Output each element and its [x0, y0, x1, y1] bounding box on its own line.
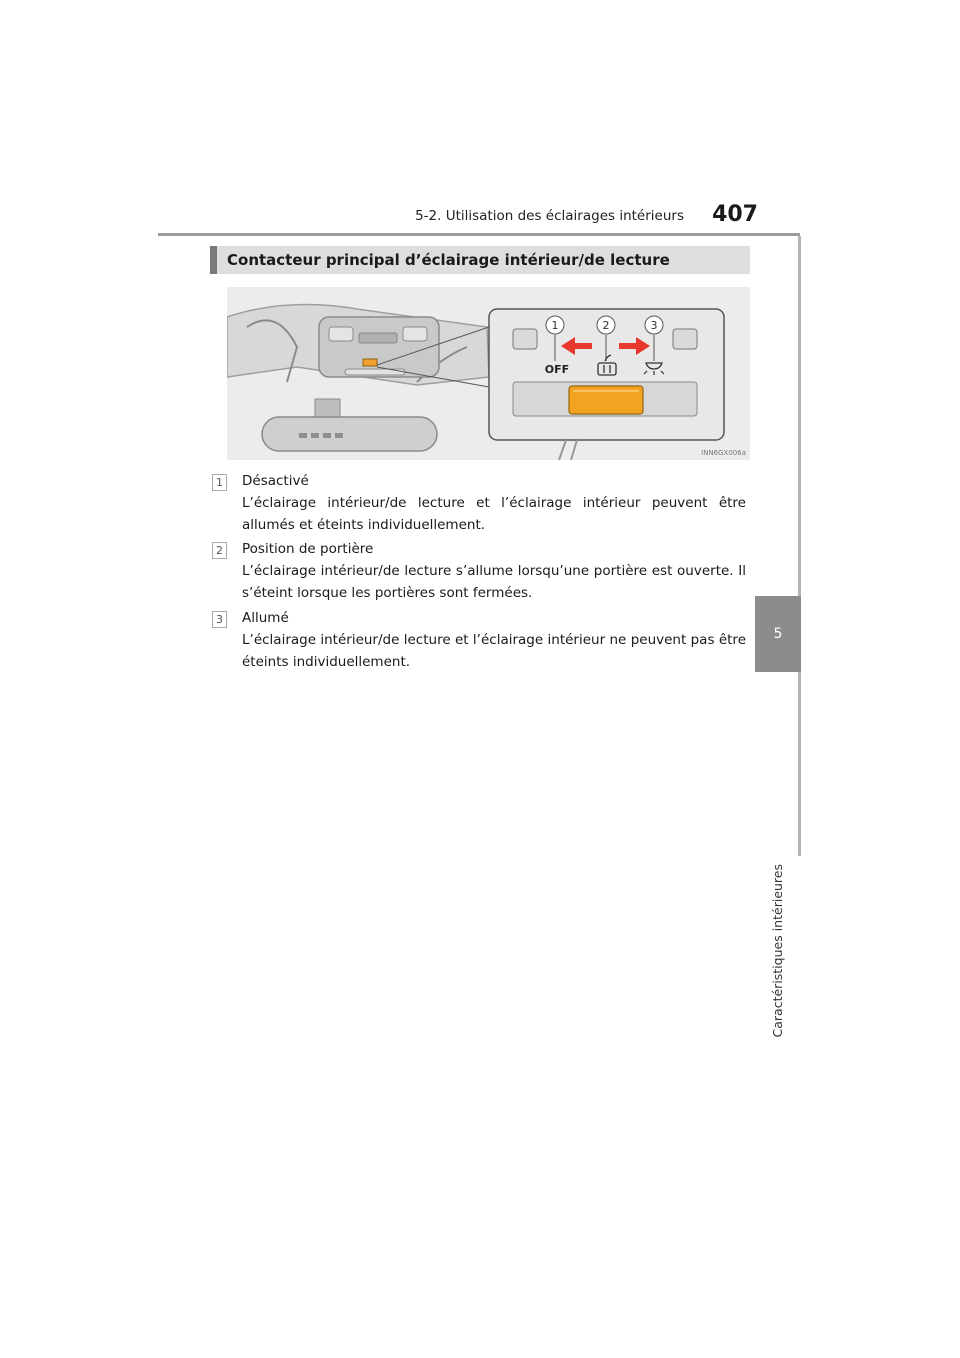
chapter-number: 5 — [773, 626, 783, 642]
item-description: L’éclairage intérieur/de lecture et l’éclairage intérieur peuvent être allumés et éteints individuellement. — [242, 495, 746, 533]
item-number: 2 — [212, 542, 227, 559]
item-number: 3 — [212, 611, 227, 628]
chapter-tab — [755, 596, 801, 672]
figure-code: INN6GX006a — [701, 449, 746, 457]
console-drawing — [227, 287, 750, 460]
side-rule — [798, 236, 801, 856]
overhead-console — [319, 317, 439, 377]
item-title: Position de portière — [242, 541, 374, 557]
item-number: 1 — [212, 474, 227, 491]
callout-number-1: 1 — [551, 319, 559, 332]
section-title: 5-2. Utilisation des éclairages intérieurs — [415, 208, 684, 224]
zoom-button-left — [513, 329, 537, 349]
item-description: L’éclairage intérieur/de lecture s’allume lorsqu’une portière est ouverte. Il s’éteint lorsque les portières sont fermées. — [242, 563, 746, 601]
pillar-line-2 — [571, 440, 577, 460]
switch-illustration — [227, 287, 750, 460]
page-number: 407 — [712, 202, 758, 227]
callout-number-2: 2 — [602, 319, 610, 332]
rearview-mirror — [262, 417, 437, 451]
section-heading-text: Contacteur principal d’éclairage intérieur/de lecture — [227, 251, 670, 269]
chapter-title: Caractéristiques intérieures — [770, 864, 785, 1038]
item-title: Allumé — [242, 610, 289, 626]
console-button-right — [403, 327, 427, 341]
list-item — [216, 607, 746, 673]
list-item — [216, 470, 746, 536]
header-rule — [158, 233, 800, 236]
page-header — [158, 200, 800, 236]
item-title: Désactivé — [242, 473, 309, 489]
item-description: L’éclairage intérieur/de lecture et l’éclairage intérieur ne peuvent pas être éteints individuellement. — [242, 632, 746, 670]
off-label: OFF — [544, 363, 570, 376]
chapter-label — [770, 864, 790, 1037]
console-switch-small — [363, 359, 377, 366]
callout-number-3: 3 — [650, 319, 658, 332]
zoom-button-right — [673, 329, 697, 349]
console-button-left — [329, 327, 353, 341]
section-heading — [210, 246, 750, 274]
list-item — [216, 538, 746, 604]
console-lens — [359, 333, 397, 343]
pillar-line-1 — [559, 440, 566, 460]
